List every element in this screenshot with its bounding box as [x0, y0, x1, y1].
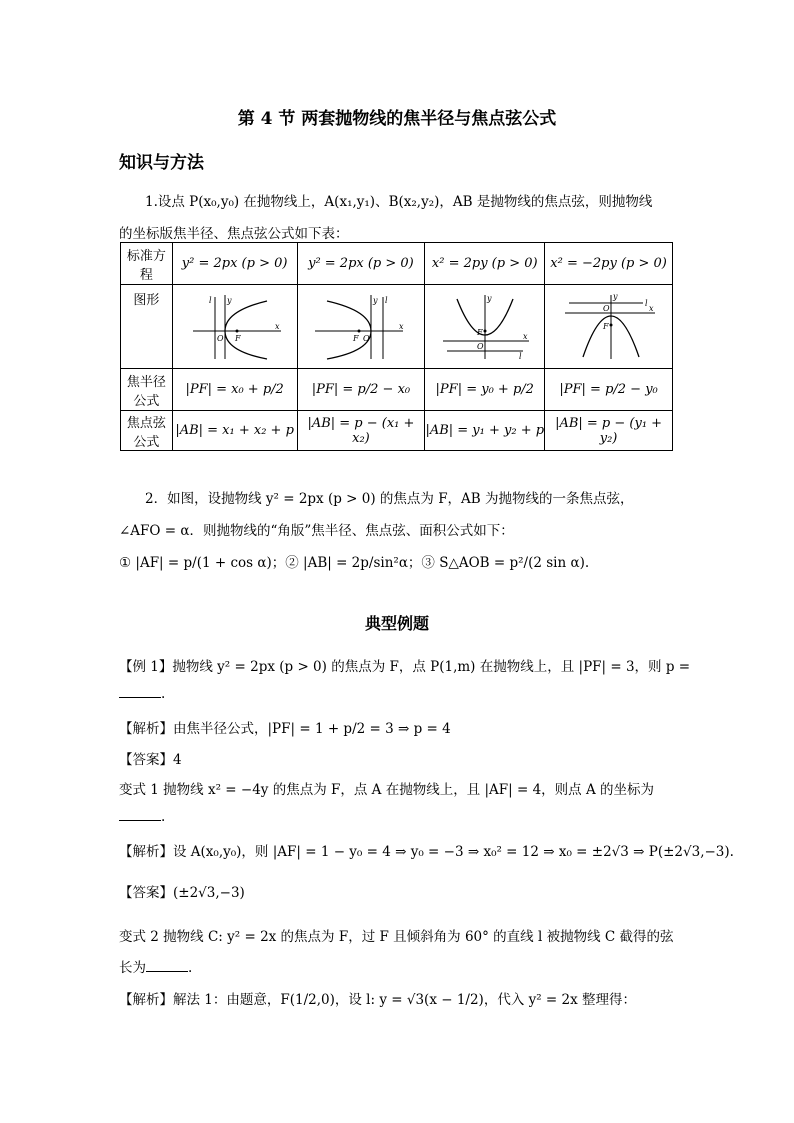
focal-chord-cell: |AB| = x₁ + x₂ + p [172, 411, 297, 451]
svg-text:F: F [234, 333, 241, 343]
page-title: 第 4 节 两套抛物线的焦半径与焦点弦公式 [237, 109, 557, 129]
formula-table [120, 242, 673, 451]
focal-chord-cell: |AB| = p − (x₁ + x₂) [297, 411, 425, 451]
graph-cell-right-opening [172, 285, 297, 369]
row-label-equation: 标准方程 [121, 243, 173, 285]
variant2-question-line2: 长为 . [119, 960, 193, 976]
svg-text:y: y [372, 295, 378, 305]
svg-text:l: l [208, 295, 212, 305]
example1-answer-blank: . [119, 685, 165, 702]
example1-answer: 【答案】4 [119, 752, 182, 768]
variant2-question-tail: 长为 [119, 960, 146, 976]
svg-text:x: x [274, 321, 280, 331]
focal-radius-cell: |PF| = p/2 − x₀ [297, 369, 425, 411]
row-label-graph: 图形 [121, 285, 173, 369]
para2-formulas: ① |AF| = p/(1 + cos α)；② |AB| = 2p/sin²α；③ S△AOB = p²/(2 sin α). [119, 555, 590, 571]
parabola-left-graph [311, 291, 411, 363]
graph-cell-left-opening [297, 285, 425, 369]
svg-text:x: x [648, 303, 654, 313]
para1-line2: 的坐标版焦半径、焦点弦公式如下表： [119, 226, 349, 242]
section-heading-methods: 知识与方法 [119, 153, 204, 173]
svg-text:l: l [644, 298, 648, 308]
row-label-focal-chord: 焦点弦公式 [121, 411, 173, 451]
focal-radius-cell: |PF| = p/2 − y₀ [545, 369, 673, 411]
example1-solution: 【解析】由焦半径公式，|PF| = 1 + p/2 = 3 ⇒ p = 4 [119, 721, 451, 737]
equation-cell: x² = 2py (p > 0) [425, 243, 545, 285]
focal-chord-cell: |AB| = p − (y₁ + y₂) [545, 411, 673, 451]
svg-text:x: x [398, 321, 404, 331]
section-heading-examples: 典型例题 [364, 614, 429, 633]
svg-text:O: O [476, 341, 484, 351]
svg-text:F: F [602, 321, 609, 331]
para2-line2: ∠AFO = α．则抛物线的“角版”焦半径、焦点弦、面积公式如下： [119, 523, 514, 539]
equation-cell: y² = 2px (p > 0) [172, 243, 297, 285]
svg-text:y: y [612, 291, 618, 301]
svg-text:F: F [352, 333, 359, 343]
parabola-right-graph [185, 291, 285, 363]
focal-radius-cell: |PF| = x₀ + p/2 [172, 369, 297, 411]
equation-cell: y² = 2px (p > 0) [297, 243, 425, 285]
svg-text:l: l [518, 351, 522, 361]
equation-cell: x² = −2py (p > 0) [545, 243, 673, 285]
para2-line1: 2．如图，设抛物线 y² = 2px (p > 0) 的焦点为 F，AB 为抛物线的一条焦点弦， [145, 491, 634, 507]
svg-text:l: l [384, 295, 388, 305]
svg-text:F: F [476, 327, 483, 337]
parabola-down-graph [559, 291, 659, 363]
svg-text:x: x [522, 331, 528, 341]
svg-text:O: O [362, 333, 370, 343]
graph-cell-up-opening [425, 285, 545, 369]
variant2-question: 变式 2 抛物线 C: y² = 2x 的焦点为 F，过 F 且倾斜角为 60° 的直线 l 被抛物线 C 截得的弦 [119, 929, 674, 945]
para1-line1: 1.设点 P(x₀,y₀) 在抛物线上，A(x₁,y₁)、B(x₂,y₂)，AB 是抛物线的焦点弦，则抛物线 [145, 194, 653, 210]
svg-text:O: O [216, 333, 224, 343]
focal-radius-cell: |PF| = y₀ + p/2 [425, 369, 545, 411]
graph-cell-down-opening [545, 285, 673, 369]
parabola-up-graph [437, 291, 533, 363]
example1-question: 【例 1】抛物线 y² = 2px (p > 0) 的焦点为 F，点 P(1,m) 在抛物线上，且 |PF| = 3，则 p = [119, 659, 691, 675]
variant1-answer-blank: . [119, 808, 165, 825]
svg-text:y: y [486, 293, 492, 303]
variant2-solution: 【解析】解法 1：由题意，F(1/2,0)，设 l: y = √3(x − 1/2)，代入 y² = 2x 整理得： [119, 992, 637, 1008]
variant1-solution: 【解析】设 A(x₀,y₀)，则 |AF| = 1 − y₀ = 4 ⇒ y₀ = −3 ⇒ x₀² = 12 ⇒ x₀ = ±2√3 ⇒ P(±2√3,−3). [119, 844, 734, 860]
row-label-focal-radius: 焦半径公式 [121, 369, 173, 411]
svg-text:y: y [226, 295, 232, 305]
focal-chord-cell: |AB| = y₁ + y₂ + p [425, 411, 545, 451]
variant1-answer: 【答案】(±2√3,−3) [119, 885, 245, 901]
variant1-question: 变式 1 抛物线 x² = −4y 的焦点为 F，点 A 在抛物线上，且 |AF| = 4，则点 A 的坐标为 [119, 782, 655, 798]
svg-text:O: O [602, 303, 610, 313]
